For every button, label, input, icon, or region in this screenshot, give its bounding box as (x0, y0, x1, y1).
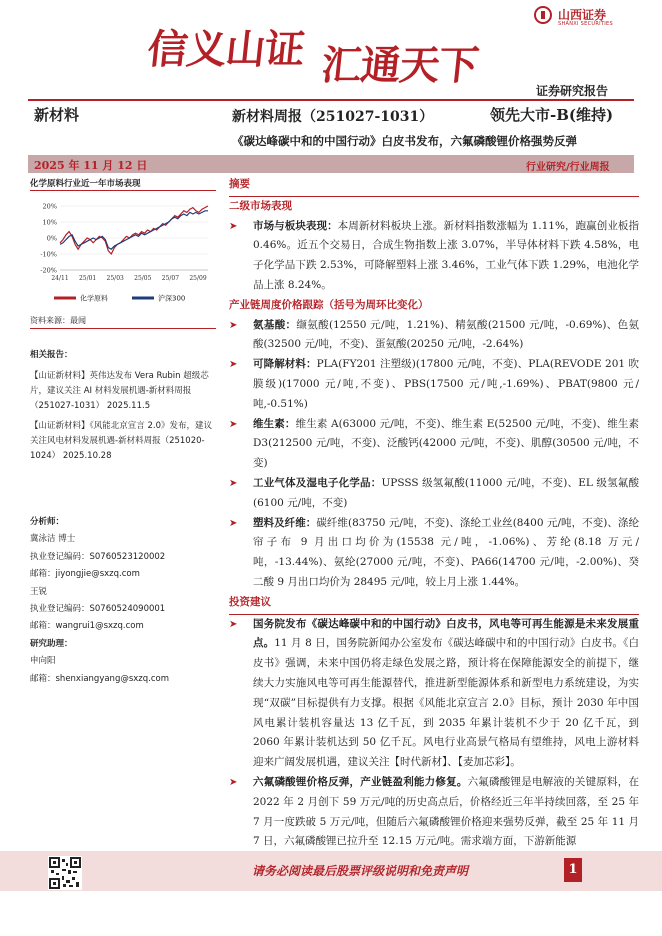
report-title: 新材料周报（251027-1031） (232, 109, 434, 125)
company-name-en: SHANXI SECURITIES (558, 21, 613, 27)
bullet-arrow-icon: ➤ (229, 359, 238, 371)
bullet-arrow-icon: ➤ (229, 220, 238, 232)
chart-x-tick-label: 25/01 (78, 275, 97, 282)
investment-heading: 投资建议 (229, 595, 271, 608)
slogan-part2: 汇通天下 (319, 42, 481, 89)
bullet-arrow-icon: ➤ (229, 776, 238, 788)
header-divider (28, 99, 634, 101)
chart-series-line (60, 211, 208, 249)
bullet-lead: 六氟磷酸锂价格反弹，产业链盈利能力修复。 (253, 775, 468, 788)
chart-x-tick-label: 25/03 (106, 275, 124, 282)
performance-chart (30, 196, 216, 308)
bullet-text: 维生素 A(63000 元/吨，不变)、维生素 E(52500 元/吨，不变)、维生素 D3(212500 元/吨，不变)、泛酸钙(42000 元/吨，不变)、肌醇(30500 元/吨，不变) (253, 417, 639, 470)
bullet-lead: 维生素： (253, 417, 296, 430)
bullet-text: 本周新材料板块上涨。新材料指数涨幅为 1.11%，跑赢创业板指 0.46%。近五个交易日，合成生物指数上涨 3.07%，半导体材料下跌 4.58%，电子化学品下跌 2.53%，可降解塑料上涨 3.46%，工业气体下跌 1.29%，电池化学品上涨 8.24%。 (253, 219, 640, 291)
analyst-email[interactable]: 邮箱：jiyongjie@sxzq.com (30, 569, 140, 580)
bullet-arrow-icon: ➤ (229, 418, 238, 430)
company-logo-icon (534, 6, 552, 24)
assistant-name: 申向阳 (30, 656, 56, 667)
chart-divider (30, 190, 216, 191)
bullet-text: UPSSS 级氢氟酸(11000 元/吨，不变)、EL 级氢氟酸(6100 元/吨，不变) (253, 476, 639, 509)
page-number: 1 (564, 858, 582, 882)
related-report-2[interactable]: 【山证新材料】《风能北京宣言 2.0》发布，建议关注风电材料发展机遇-新材料周报（251020-1024） 2025.10.28 (30, 421, 212, 461)
report-subtitle: 《碳达峰碳中和的中国行动》白皮书发布，六氟磷酸锂价格强势反弹 (232, 134, 577, 148)
analysts-heading: 分析师： (30, 517, 65, 527)
related-heading: 相关报告： (30, 350, 73, 360)
bullet-lead: 工业气体及湿电子化学品： (253, 476, 382, 489)
analyst-name: 冀泳洁 博士 (30, 534, 76, 545)
disclaimer-link[interactable]: 请务必阅读最后股票评级说明和免责声明 (252, 864, 469, 878)
section-heading: 二级市场表现 (229, 199, 292, 212)
bullet-lead: 市场与板块表现： (253, 219, 338, 232)
report-date: 2025 年 11 月 12 日 (34, 159, 148, 172)
assistant-heading: 研究助理： (30, 638, 73, 649)
bullet-lead: 氨基酸： (253, 318, 297, 331)
bullet-text: 缬氨酸(12550 元/吨，1.21%)、精氨酸(21500 元/吨，-0.69%)、色氨酸(32500 元/吨，不变)、蛋氨酸(20250 元/吨，-2.64%) (253, 318, 640, 351)
analyst-cert: 执业登记编码：S0760523120002 (30, 551, 166, 562)
chart-legend-label: 沪深300 (158, 294, 186, 303)
chart-legend-label: 化学原料 (80, 294, 108, 303)
source-divider (30, 328, 216, 329)
analyst-name: 王锐 (30, 586, 48, 597)
bullet-lead: 国务院发布《碳达峰碳中和的中国行动》白皮书，风电等可再生能源是未来发展重点。 (253, 617, 639, 650)
report-category: 行业研究/行业周报 (526, 162, 610, 173)
bullet-item (229, 355, 639, 414)
chart-x-tick-label: 24/11 (51, 275, 69, 282)
bullet-item (229, 773, 639, 852)
bullet-arrow-icon: ➤ (229, 517, 238, 529)
chart-y-tick-label: 10% (42, 218, 57, 227)
bullet-item (229, 615, 639, 773)
related-report-1[interactable]: 【山证新材料】英伟达发布 Vera Rubin 超级芯片，建议关注 AI 材料发展机遇-新材料周报（251027-1031） 2025.11.5 (30, 371, 209, 411)
bullet-arrow-icon: ➤ (229, 477, 238, 489)
bullet-text: 碳纤维(83750 元/吨，不变)、涤纶工业丝(8400 元/吨，不变)、涤纶帘子布 9 月出口均价为(15538 元/吨，-1.06%)、芳纶(8.18 万元/吨，-13.44%)、氨纶(27000 元/吨，不变)、PA66(14700 元/吨，-2.00%)、癸二酸 9 月出口均价为 28495 元/吨，较上月上涨 1.44%。 (253, 516, 640, 588)
analyst-email[interactable]: 邮箱：wangrui1@sxzq.com (30, 621, 144, 632)
bullet-arrow-icon: ➤ (229, 319, 238, 331)
bullet-item (229, 415, 639, 474)
chart-series-line (60, 206, 208, 254)
bullet-text: PLA(FY201 注塑级)(17800 元/吨，不变)、PLA(REVODE 201 吹膜级)(17000 元/吨,不变)、PBS(17500 元/吨,-1.69%)、PBAT(9800 元/吨,-0.51%) (253, 358, 639, 410)
chart-y-tick-label: 0% (46, 234, 57, 243)
rating-label: 领先大市-B(维持) (490, 106, 614, 124)
bullet-arrow-icon: ➤ (229, 618, 238, 630)
chart-x-tick-label: 25/07 (161, 275, 180, 282)
report-type: 证券研究报告 (536, 84, 609, 98)
section-heading: 产业链周度价格跟踪（括号为周环比变化） (229, 298, 429, 311)
chart-y-tick-label: -20% (40, 266, 57, 275)
bullet-item (229, 514, 639, 593)
main-column (229, 175, 639, 852)
chart-source: 资料来源：最闻 (30, 316, 86, 325)
chart-y-tick-label: 20% (42, 202, 57, 211)
bullet-text: 11 月 8 日，国务院新闻办公室发布《碳达峰碳中和的中国行动》白皮书。《白皮书》强调，未来中国仍将走绿色发展之路，预计将在保障能源安全的前提下，继续大力实施风电等可再生能源替代，推进新型能源体系和新型电力系统建设，为实现“双碳”目标提供有力支撑。根据《风能北京宣言 2.0》目标，预计 2030 年中国风电累计装机容量达 13 亿千瓦，到 2035 年累计装机不少于 20 亿千瓦，到 2060 年累计装机达到 50 亿千瓦。风电行业高景气格局有望维持，风电上游材料迎来广阔发展机遇，建议关注【时代新材】、【麦加芯彩】。 (253, 637, 639, 769)
analysts-block (30, 514, 216, 688)
company-name: 山西证券 (558, 8, 607, 22)
analyst-cert: 执业登记编码：S0760524090001 (30, 604, 166, 615)
sector-label: 新材料 (34, 106, 80, 124)
bullet-text: 六氟磷酸锂是电解液的关键原料，在 2022 年 2 月创下 59 万元/吨的历史高点后，价格经近三年半持续回落，至 25 年 7 月一度跌破 5 万元/吨，但随后六氟磷酸锂价格迎来强势反弹，截至 25 年 11 月 7 日，六氟磷酸锂已拉升至 12.15 万元/吨。需求端方面，下游新能源 (253, 775, 640, 848)
bullet-lead: 可降解材料： (253, 358, 317, 371)
chart-title: 化学原料行业近一年市场表现 (30, 179, 141, 189)
abstract-heading: 摘要 (229, 178, 250, 190)
related-reports (30, 348, 216, 469)
chart-x-tick-label: 25/09 (189, 275, 207, 282)
bullet-lead: 塑料及纤维： (253, 516, 317, 529)
bullet-item (229, 217, 639, 296)
chart-x-tick-label: 25/05 (134, 275, 152, 282)
bullet-item (229, 474, 639, 514)
assistant-email[interactable]: 邮箱：shenxiangyang@sxzq.com (30, 673, 170, 684)
bullet-item (229, 316, 639, 356)
slogan-part1: 信义山证 (145, 26, 307, 73)
chart-y-tick-label: -10% (40, 250, 57, 259)
qr-code-icon[interactable] (48, 856, 82, 890)
